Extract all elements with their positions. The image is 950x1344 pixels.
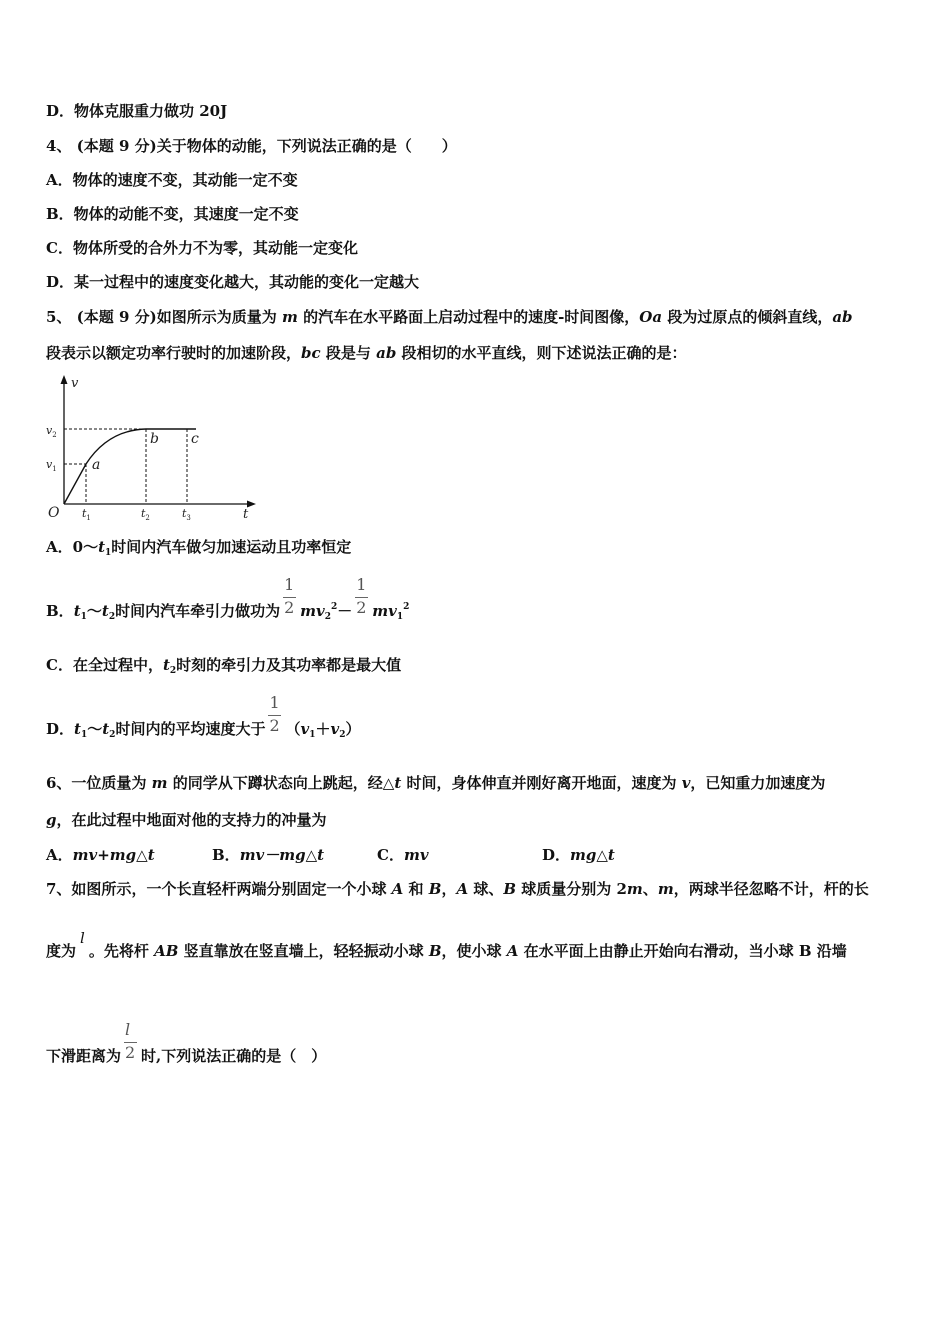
t3-label: $t_3$ (182, 507, 191, 522)
q7-stem-line3: 下滑距离为 $\frac{l}{2}$ 时,下列说法正确的是（ ） (46, 1020, 327, 1065)
segment-oa (64, 464, 86, 504)
t-axis-arrow (247, 501, 256, 508)
point-b-label: b (150, 431, 159, 447)
fraction-l-over-2: $\frac{l}{2}$ (125, 1020, 136, 1062)
q5-stem-line1: 5、 (本题 9 分)如图所示为质量为 m 的汽车在水平路面上启动过程中的速度-时间图像，Oa 段为过原点的倾斜直线，ab (46, 308, 853, 326)
q6-option-a: A．mv+mg△t (46, 846, 155, 864)
fraction-one-half: $\frac{1}{2}$ (356, 575, 367, 617)
v-axis-label: v (71, 376, 79, 391)
q7-stem-line1: 7、如图所示，一个长直轻杆两端分别固定一个小球 A 和 B，A 球、B 球质量分别为 2m、m，两球半径忽略不计，杆的长 (46, 880, 869, 898)
length-symbol-l: l (80, 929, 85, 947)
q5-option-c: C．在全过程中，$t_2$时刻的牵引力及其功率都是最大值 (46, 656, 402, 676)
q6-option-c: C．mv (377, 846, 429, 864)
q6-stem-line2: g，在此过程中地面对他的支持力的冲量为 (46, 811, 327, 829)
q6-option-b: B．mv－mg△t (212, 846, 325, 864)
q4-option-b: B．物体的动能不变，其速度一定不变 (46, 205, 299, 223)
q4-option-d: D．某一过程中的速度变化越大，其动能的变化一定越大 (46, 273, 420, 291)
v1-label: $v_1$ (46, 458, 57, 473)
fraction-one-half: $\frac{1}{2}$ (269, 693, 280, 735)
point-a-label: a (92, 457, 101, 473)
point-c-label: c (191, 431, 199, 447)
q3-option-d: D．物体克服重力做功 20J (46, 102, 228, 120)
q5-option-b: B．$t_1\sim t_2$时间内汽车牵引力做功为 $\frac{1}{2}$ $mv_2^2-$ $\frac{1}{2}$ $mv_1^2$ (46, 575, 410, 622)
q6-stem-line1: 6、一位质量为 m 的同学从下蹲状态向上跳起，经△t 时间，身体伸直并刚好离开地面，速度为 v，已知重力加速度为 (46, 774, 826, 792)
q6-option-d: D．mg△t (542, 846, 615, 864)
t-axis-label: t (243, 507, 249, 522)
velocity-time-graph (44, 372, 264, 524)
q4-option-a: A．物体的速度不变，其动能一定不变 (46, 171, 298, 189)
q5-option-a: A．$0\sim t_1$时间内汽车做匀加速运动且功率恒定 (46, 538, 352, 558)
fraction-one-half: $\frac{1}{2}$ (284, 575, 295, 617)
q5-option-d: D．$t_1\sim t_2$时间内的平均速度大于 $\frac{1}{2}$ $(v_1+v_2)$ (46, 693, 361, 740)
v2-label: $v_2$ (46, 424, 57, 439)
t2-label: $t_2$ (141, 507, 150, 522)
v-axis-arrow (61, 375, 68, 384)
q5-stem-line2: 段表示以额定功率行驶时的加速阶段，bc 段是与 ab 段相切的水平直线，则下述说法正确的是： (46, 344, 687, 362)
origin-label: O (48, 505, 60, 521)
q4-stem: 4、 (本题 9 分)关于物体的动能，下列说法正确的是（ ） (46, 137, 457, 155)
q7-stem-line2: 度为l。先将杆 AB 竖直靠放在竖直墙上，轻轻振动小球 B，使小球 A 在水平面上由静止开始向右滑动，当小球 B 沿墙 (46, 929, 847, 960)
q4-option-c: C．物体所受的合外力不为零，其动能一定变化 (46, 239, 358, 257)
t1-label: $t_1$ (82, 507, 91, 522)
